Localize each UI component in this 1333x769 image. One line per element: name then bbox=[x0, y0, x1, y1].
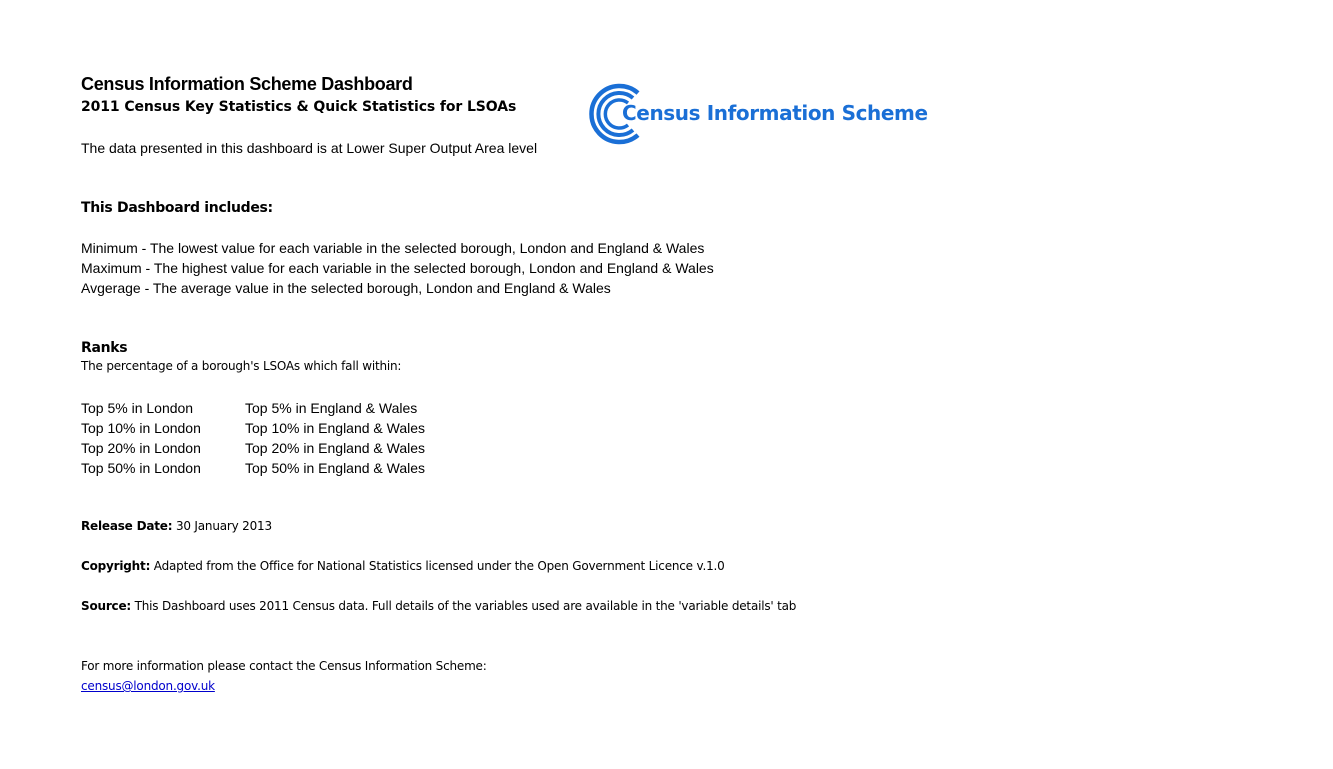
release-date-label: Release Date: bbox=[81, 519, 173, 533]
page-title: Census Information Scheme Dashboard bbox=[81, 74, 413, 94]
rank-ew-top5: Top 5% in England & Wales bbox=[245, 400, 418, 416]
copyright-label: Copyright: bbox=[81, 559, 151, 573]
logo-text: Census Information Scheme bbox=[622, 101, 928, 125]
copyright bbox=[81, 559, 725, 573]
ranks-description: The percentage of a borough's LSOAs which fall within: bbox=[81, 359, 402, 373]
includes-item-average: Avgerage - The average value in the selected borough, London and England & Wales bbox=[81, 280, 611, 296]
includes-item-maximum: Maximum - The highest value for each variable in the selected borough, London and England & Wales bbox=[81, 260, 714, 276]
release-date-value: 30 January 2013 bbox=[175, 519, 272, 533]
rank-ew-top10: Top 10% in England & Wales bbox=[245, 420, 426, 436]
page-subtitle: 2011 Census Key Statistics & Quick Statistics for LSOAs bbox=[81, 99, 517, 115]
rank-ew-top20: Top 20% in England & Wales bbox=[245, 440, 426, 456]
level-note: The data presented in this dashboard is at Lower Super Output Area level bbox=[81, 140, 538, 156]
rank-ew-top50: Top 50% in England & Wales bbox=[245, 460, 426, 476]
census-information-scheme-logo bbox=[586, 82, 928, 146]
source bbox=[81, 599, 796, 613]
source-value: This Dashboard uses 2011 Census data. Full details of the variables used are available in the 'variable details' tab bbox=[134, 599, 797, 613]
logo-rings-icon bbox=[586, 82, 928, 146]
rank-london-top10: Top 10% in London bbox=[81, 420, 201, 436]
contact-text: For more information please contact the Census Information Scheme: bbox=[81, 659, 487, 673]
includes-heading: This Dashboard includes: bbox=[81, 200, 273, 216]
includes-item-minimum: Minimum - The lowest value for each variable in the selected borough, London and England & Wales bbox=[81, 240, 705, 256]
ranks-heading: Ranks bbox=[81, 340, 128, 356]
rank-london-top5: Top 5% in London bbox=[81, 400, 194, 416]
rank-london-top50: Top 50% in London bbox=[81, 460, 201, 476]
release-date bbox=[81, 519, 272, 533]
source-label: Source: bbox=[81, 599, 131, 613]
copyright-value: Adapted from the Office for National Statistics licensed under the Open Government Licence v.1.0 bbox=[153, 559, 725, 573]
contact-email-link[interactable]: census@london.gov.uk bbox=[81, 679, 215, 693]
rank-london-top20: Top 20% in London bbox=[81, 440, 201, 456]
